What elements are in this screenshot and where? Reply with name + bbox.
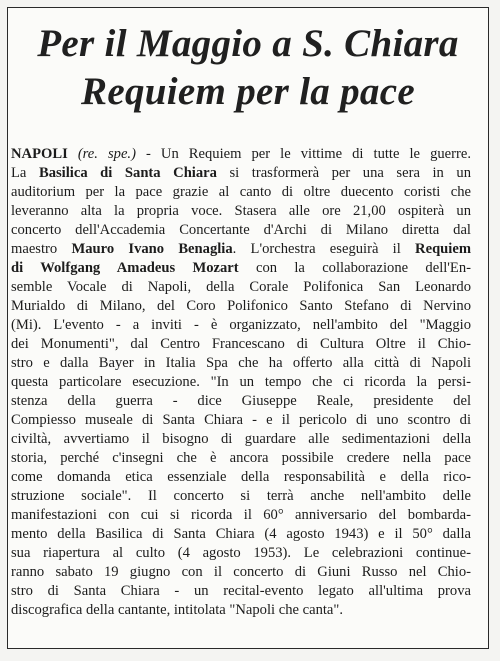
- byline: (re. spe.): [77, 146, 136, 162]
- article-line: [11, 259, 471, 278]
- dateline: NAPOLI: [11, 146, 68, 162]
- work-title: Requiem: [415, 241, 471, 257]
- article-line: leveranno alta la propria voce. Stasera alle ore 21,00 ospiterà un: [11, 203, 471, 219]
- article-line: [11, 164, 471, 183]
- article-line: [11, 145, 471, 164]
- article-line: dei Monumenti", dal Centro Francescano di Cultura Oltre il Chio-: [11, 336, 471, 352]
- venue-name: Basilica di Santa Chiara: [38, 165, 217, 181]
- article-line: mento della Basilica di Santa Chiara (4 agosto 1943) e il 50° dalla: [11, 526, 471, 542]
- article-line: storia, perché c'insegni che è ancora possibile credere nella pace: [11, 450, 471, 466]
- article-line: questa particolare esecuzione. "In un tempo che ci ricorda la persi-: [11, 374, 471, 390]
- article-body: [11, 145, 471, 620]
- article-line: [11, 240, 471, 259]
- article-line: concerto dell'Accademia Concertante d'Archi di Milano diretta dal: [11, 222, 471, 238]
- article-line: manifestazioni con cui si ricorda il 60° anniversario del bombarda-: [11, 507, 471, 523]
- article-line: (Mi). L'evento - a inviti - è organizzato, nell'ambito del "Maggio: [11, 317, 471, 333]
- article-text: La: [11, 165, 27, 181]
- article-line: auditorium per la pace grazie al canto di oltre duecento coristi che: [11, 184, 471, 200]
- article-line: Compiesso museale di Santa Chiara - e il pericolo di uno scontro di: [11, 412, 471, 428]
- article-line: semble Vocale di Napoli, della Corale Polifonica San Leonardo: [11, 279, 471, 295]
- article-text: maestro: [11, 241, 58, 257]
- conductor-name: Mauro Ivano Benaglia: [71, 241, 233, 257]
- article-line: discografica della cantante, intitolata "Napoli che canta".: [11, 602, 344, 618]
- article-text: - Un Requiem per le vittime di tutte le guerre.: [146, 146, 471, 162]
- article-line: struzione sociale". Il concerto si terrà anche nell'ambito delle: [11, 488, 471, 504]
- article-line: ranno sabato 19 giugno con il concerto di Giuni Russo nel Chio-: [11, 564, 471, 580]
- article-text: . L'orchestra eseguirà il: [232, 241, 401, 257]
- headline-line-1: Per il Maggio a S. Chiara: [37, 22, 459, 65]
- article-line: stro e dalla Bayer in Italia Spa che ha offerto alla città di Napoli: [11, 355, 471, 371]
- article-line: come domanda etica essenziale della responsabilità e della rico-: [11, 469, 471, 485]
- article-line: Murialdo di Milano, del Coro Polifonico Santo Stefano di Nervino: [11, 298, 471, 314]
- article-text: si trasformerà per una sera in un: [229, 165, 471, 181]
- article-text: con la collaborazione dell'En-: [255, 260, 472, 276]
- article-line: civiltà, avvertiamo il bisogno di guardare alle sedimentazioni della: [11, 431, 471, 447]
- headline: [18, 20, 478, 116]
- article-line: stenza della guerra - dice Giuseppe Reale, presidente del: [11, 393, 471, 409]
- headline-line-2: Requiem per la pace: [81, 70, 415, 113]
- composer-name: di Wolfgang Amadeus Mozart: [11, 260, 239, 276]
- article-line: stro di Santa Chiara - un recital-evento legato all'ultima prova: [11, 583, 471, 599]
- article-line: sua riapertura al culto (4 agosto 1953). Le celebrazioni continue-: [11, 545, 471, 561]
